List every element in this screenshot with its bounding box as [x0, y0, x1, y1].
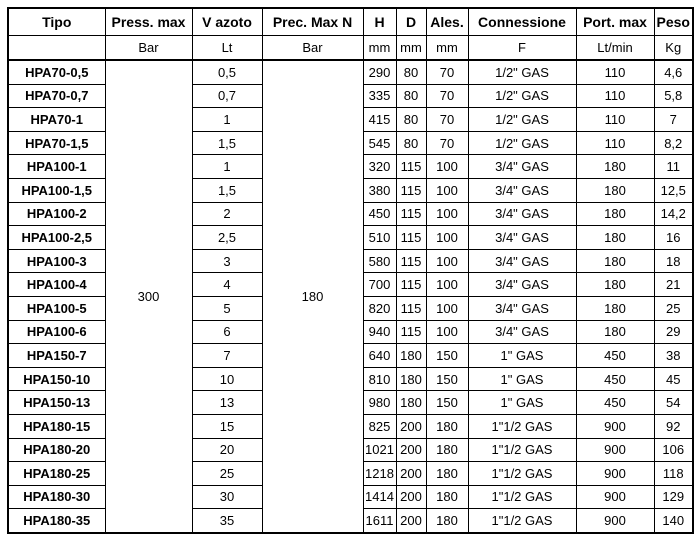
- cell-h: 450: [363, 202, 396, 226]
- cell-h: 290: [363, 60, 396, 84]
- cell-connessione: 1"1/2 GAS: [468, 462, 576, 486]
- cell-tipo: HPA70-1: [8, 108, 105, 132]
- cell-peso: 118: [654, 462, 693, 486]
- header-port-max: Port. max: [576, 8, 654, 36]
- cell-peso: 38: [654, 344, 693, 368]
- cell-h: 820: [363, 296, 396, 320]
- cell-d: 115: [396, 320, 426, 344]
- cell-h: 1218: [363, 462, 396, 486]
- cell-ales: 180: [426, 462, 468, 486]
- cell-connessione: 1"1/2 GAS: [468, 485, 576, 509]
- cell-d: 180: [396, 344, 426, 368]
- header-connessione: Connessione: [468, 8, 576, 36]
- cell-d: 180: [396, 391, 426, 415]
- cell-ales: 70: [426, 108, 468, 132]
- cell-tipo: HPA100-2: [8, 202, 105, 226]
- cell-connessione: 1" GAS: [468, 367, 576, 391]
- cell-d: 80: [396, 60, 426, 84]
- cell-tipo: HPA150-13: [8, 391, 105, 415]
- unit-d: mm: [396, 36, 426, 61]
- cell-connessione: 3/4" GAS: [468, 202, 576, 226]
- cell-port-max: 900: [576, 485, 654, 509]
- cell-h: 545: [363, 131, 396, 155]
- cell-v-azoto: 30: [192, 485, 262, 509]
- unit-v-azoto: Lt: [192, 36, 262, 61]
- cell-d: 115: [396, 202, 426, 226]
- cell-tipo: HPA100-6: [8, 320, 105, 344]
- cell-ales: 100: [426, 296, 468, 320]
- cell-v-azoto: 1,5: [192, 131, 262, 155]
- cell-d: 200: [396, 485, 426, 509]
- cell-port-max: 900: [576, 414, 654, 438]
- cell-v-azoto: 7: [192, 344, 262, 368]
- cell-port-max: 450: [576, 367, 654, 391]
- cell-ales: 100: [426, 320, 468, 344]
- cell-tipo: HPA100-4: [8, 273, 105, 297]
- cell-connessione: 3/4" GAS: [468, 273, 576, 297]
- cell-port-max: 450: [576, 344, 654, 368]
- cell-tipo: HPA180-35: [8, 509, 105, 533]
- cell-tipo: HPA100-5: [8, 296, 105, 320]
- cell-tipo: HPA180-15: [8, 414, 105, 438]
- cell-connessione: 1" GAS: [468, 391, 576, 415]
- cell-h: 825: [363, 414, 396, 438]
- cell-h: 1414: [363, 485, 396, 509]
- unit-prec-max-n: Bar: [262, 36, 363, 61]
- cell-peso: 45: [654, 367, 693, 391]
- cell-ales: 70: [426, 131, 468, 155]
- cell-h: 940: [363, 320, 396, 344]
- header-d: D: [396, 8, 426, 36]
- cell-peso: 92: [654, 414, 693, 438]
- cell-tipo: HPA100-3: [8, 249, 105, 273]
- cell-ales: 100: [426, 226, 468, 250]
- cell-v-azoto: 15: [192, 414, 262, 438]
- cell-v-azoto: 20: [192, 438, 262, 462]
- header-press-max: Press. max: [105, 8, 192, 36]
- cell-port-max: 180: [576, 320, 654, 344]
- cell-v-azoto: 1: [192, 155, 262, 179]
- cell-connessione: 3/4" GAS: [468, 226, 576, 250]
- cell-h: 640: [363, 344, 396, 368]
- cell-d: 80: [396, 131, 426, 155]
- cell-peso: 18: [654, 249, 693, 273]
- cell-port-max: 180: [576, 249, 654, 273]
- cell-prec-max-n: 180: [262, 60, 363, 533]
- cell-d: 115: [396, 296, 426, 320]
- accumulator-spec-table: [7, 7, 694, 534]
- header-prec-max-n: Prec. Max N: [262, 8, 363, 36]
- cell-tipo: HPA180-20: [8, 438, 105, 462]
- cell-h: 415: [363, 108, 396, 132]
- cell-port-max: 180: [576, 178, 654, 202]
- cell-d: 115: [396, 155, 426, 179]
- cell-connessione: 3/4" GAS: [468, 155, 576, 179]
- cell-connessione: 3/4" GAS: [468, 296, 576, 320]
- cell-peso: 25: [654, 296, 693, 320]
- cell-peso: 21: [654, 273, 693, 297]
- cell-port-max: 900: [576, 509, 654, 533]
- spec-table-container: [7, 7, 692, 534]
- unit-peso: Kg: [654, 36, 693, 61]
- cell-peso: 5,8: [654, 84, 693, 108]
- cell-v-azoto: 4: [192, 273, 262, 297]
- cell-d: 115: [396, 226, 426, 250]
- cell-connessione: 1"1/2 GAS: [468, 414, 576, 438]
- cell-press-max: 300: [105, 60, 192, 533]
- cell-d: 180: [396, 367, 426, 391]
- cell-ales: 180: [426, 414, 468, 438]
- cell-port-max: 450: [576, 391, 654, 415]
- cell-peso: 7: [654, 108, 693, 132]
- table-header: [8, 8, 693, 60]
- cell-v-azoto: 1,5: [192, 178, 262, 202]
- cell-port-max: 180: [576, 202, 654, 226]
- header-v-azoto: V azoto: [192, 8, 262, 36]
- units-row: [8, 36, 693, 61]
- header-row: [8, 8, 693, 36]
- cell-connessione: 1"1/2 GAS: [468, 438, 576, 462]
- cell-ales: 100: [426, 249, 468, 273]
- header-peso: Peso: [654, 8, 693, 36]
- cell-ales: 150: [426, 344, 468, 368]
- cell-d: 115: [396, 273, 426, 297]
- cell-v-azoto: 3: [192, 249, 262, 273]
- cell-d: 115: [396, 249, 426, 273]
- cell-peso: 29: [654, 320, 693, 344]
- cell-peso: 106: [654, 438, 693, 462]
- cell-tipo: HPA70-0,5: [8, 60, 105, 84]
- cell-tipo: HPA180-25: [8, 462, 105, 486]
- cell-port-max: 110: [576, 108, 654, 132]
- cell-v-azoto: 5: [192, 296, 262, 320]
- cell-ales: 100: [426, 273, 468, 297]
- cell-v-azoto: 2,5: [192, 226, 262, 250]
- cell-tipo: HPA70-1,5: [8, 131, 105, 155]
- cell-d: 200: [396, 509, 426, 533]
- cell-connessione: 1/2" GAS: [468, 108, 576, 132]
- unit-press-max: Bar: [105, 36, 192, 61]
- cell-h: 1021: [363, 438, 396, 462]
- cell-h: 335: [363, 84, 396, 108]
- cell-d: 115: [396, 178, 426, 202]
- cell-connessione: 3/4" GAS: [468, 178, 576, 202]
- table-row: [8, 60, 693, 84]
- cell-h: 1611: [363, 509, 396, 533]
- cell-d: 80: [396, 84, 426, 108]
- cell-h: 510: [363, 226, 396, 250]
- table-body: [8, 60, 693, 533]
- cell-connessione: 1" GAS: [468, 344, 576, 368]
- cell-d: 200: [396, 414, 426, 438]
- cell-port-max: 180: [576, 226, 654, 250]
- cell-ales: 70: [426, 84, 468, 108]
- cell-port-max: 110: [576, 84, 654, 108]
- cell-port-max: 110: [576, 131, 654, 155]
- cell-peso: 4,6: [654, 60, 693, 84]
- cell-port-max: 180: [576, 155, 654, 179]
- cell-h: 320: [363, 155, 396, 179]
- cell-h: 580: [363, 249, 396, 273]
- cell-h: 380: [363, 178, 396, 202]
- cell-d: 80: [396, 108, 426, 132]
- header-h: H: [363, 8, 396, 36]
- unit-connessione: F: [468, 36, 576, 61]
- cell-connessione: 1/2" GAS: [468, 60, 576, 84]
- cell-peso: 11: [654, 155, 693, 179]
- cell-peso: 140: [654, 509, 693, 533]
- cell-port-max: 900: [576, 438, 654, 462]
- cell-ales: 180: [426, 509, 468, 533]
- unit-port-max: Lt/min: [576, 36, 654, 61]
- cell-d: 200: [396, 462, 426, 486]
- cell-v-azoto: 2: [192, 202, 262, 226]
- cell-peso: 54: [654, 391, 693, 415]
- cell-v-azoto: 6: [192, 320, 262, 344]
- cell-d: 200: [396, 438, 426, 462]
- cell-tipo: HPA100-2,5: [8, 226, 105, 250]
- cell-port-max: 900: [576, 462, 654, 486]
- cell-connessione: 3/4" GAS: [468, 249, 576, 273]
- cell-ales: 180: [426, 485, 468, 509]
- cell-peso: 12,5: [654, 178, 693, 202]
- cell-ales: 100: [426, 202, 468, 226]
- unit-tipo: [8, 36, 105, 61]
- cell-v-azoto: 13: [192, 391, 262, 415]
- cell-v-azoto: 0,7: [192, 84, 262, 108]
- cell-h: 700: [363, 273, 396, 297]
- cell-ales: 150: [426, 367, 468, 391]
- cell-h: 810: [363, 367, 396, 391]
- cell-v-azoto: 35: [192, 509, 262, 533]
- cell-ales: 150: [426, 391, 468, 415]
- cell-tipo: HPA100-1,5: [8, 178, 105, 202]
- header-tipo: Tipo: [8, 8, 105, 36]
- cell-tipo: HPA150-7: [8, 344, 105, 368]
- header-ales: Ales.: [426, 8, 468, 36]
- cell-connessione: 1/2" GAS: [468, 131, 576, 155]
- cell-ales: 180: [426, 438, 468, 462]
- cell-tipo: HPA100-1: [8, 155, 105, 179]
- cell-peso: 14,2: [654, 202, 693, 226]
- cell-ales: 70: [426, 60, 468, 84]
- cell-tipo: HPA70-0,7: [8, 84, 105, 108]
- cell-peso: 8,2: [654, 131, 693, 155]
- cell-v-azoto: 10: [192, 367, 262, 391]
- cell-connessione: 1"1/2 GAS: [468, 509, 576, 533]
- cell-v-azoto: 0,5: [192, 60, 262, 84]
- cell-ales: 100: [426, 155, 468, 179]
- cell-v-azoto: 1: [192, 108, 262, 132]
- cell-ales: 100: [426, 178, 468, 202]
- unit-ales: mm: [426, 36, 468, 61]
- cell-v-azoto: 25: [192, 462, 262, 486]
- cell-port-max: 180: [576, 273, 654, 297]
- cell-peso: 16: [654, 226, 693, 250]
- cell-connessione: 1/2" GAS: [468, 84, 576, 108]
- cell-connessione: 3/4" GAS: [468, 320, 576, 344]
- cell-port-max: 180: [576, 296, 654, 320]
- cell-h: 980: [363, 391, 396, 415]
- cell-port-max: 110: [576, 60, 654, 84]
- cell-tipo: HPA180-30: [8, 485, 105, 509]
- cell-tipo: HPA150-10: [8, 367, 105, 391]
- cell-peso: 129: [654, 485, 693, 509]
- unit-h: mm: [363, 36, 396, 61]
